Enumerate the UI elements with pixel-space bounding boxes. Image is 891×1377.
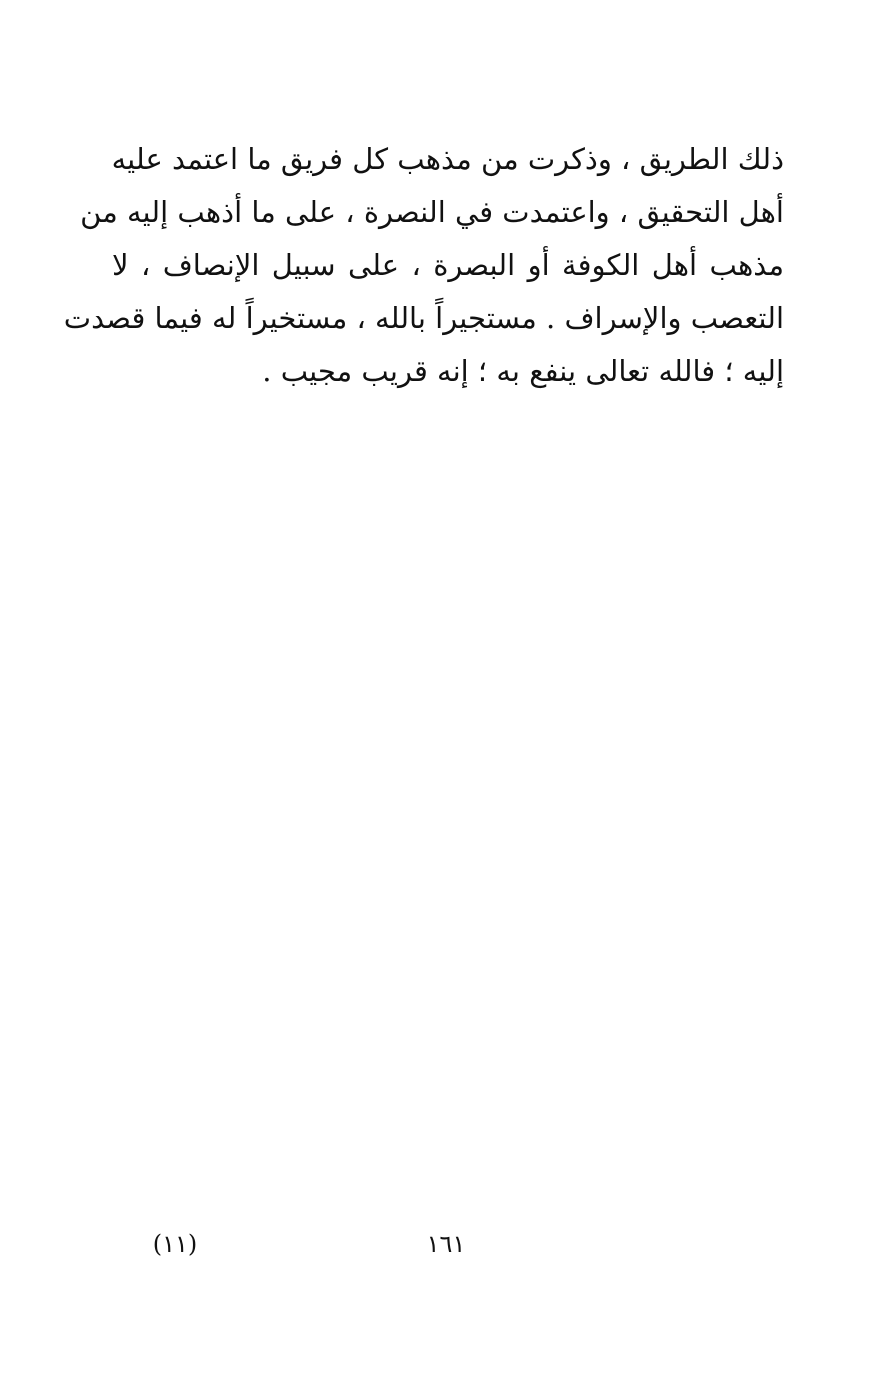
text-line: إليه ؛ فالله تعالى ينفع به ؛ إنه قريب مجيب .: [262, 354, 784, 388]
page-number: ١٦١: [426, 1230, 466, 1258]
signature-mark: (١١): [152, 1230, 198, 1258]
body-paragraph: [63, 133, 784, 398]
page-footer: [0, 1224, 891, 1264]
text-line: التعصب والإسراف . مستجيراً بالله ، مستخيراً له فيما قصدت: [63, 301, 784, 335]
text-line: أهل التحقيق ، واعتمدت في النصرة ، على ما أذهب إليه من: [80, 195, 784, 229]
text-line: ذلك الطريق ، وذكرت من مذهب كل فريق ما اعتمد عليه: [111, 142, 784, 176]
text-line: مذهب أهل الكوفة أو البصرة ، على سبيل الإنصاف ، لا: [112, 248, 784, 282]
